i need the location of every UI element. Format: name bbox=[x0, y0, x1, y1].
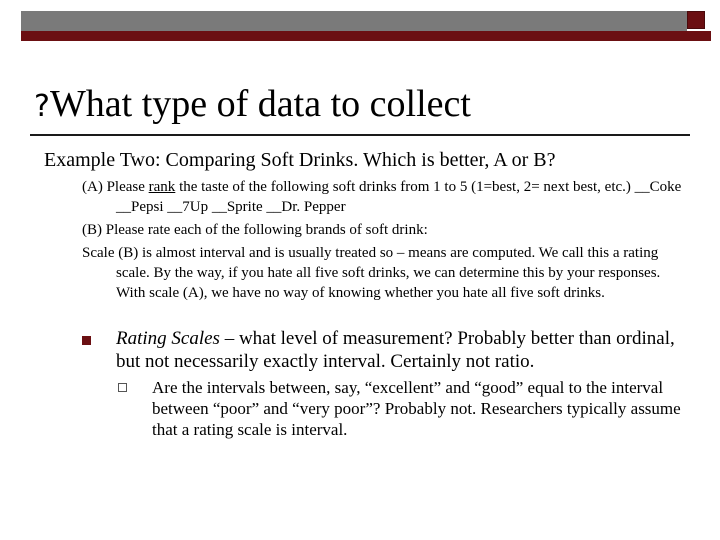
bullet-square-icon bbox=[82, 336, 91, 345]
paragraph-c bbox=[82, 243, 682, 303]
bullet-text bbox=[116, 327, 676, 373]
sub-bullet-text: Are the intervals between, say, “excellent” and “good” equal to the interval between “poor” and “very poor”? Probably not. Researchers typically assume that a rating scale is interval. bbox=[152, 378, 681, 439]
sub-bullet-square-icon bbox=[118, 383, 127, 392]
header-gray-bar bbox=[21, 11, 687, 31]
paragraph-c-text: Scale (B) is almost interval and is usually treated so – means are computed. We call this a rating scale. By the way, if you hate all five soft drinks, we can determine this by your responses. With scale (A), we have no way of knowing whether you hate all five soft drinks. bbox=[82, 245, 661, 301]
paragraph-a-rest: the taste of the following soft drinks from 1 to 5 (1=best, 2= next best, etc.) __Coke __Pepsi __7Up __Sprite __Dr. Pepper bbox=[116, 179, 682, 215]
paragraph-b bbox=[82, 220, 682, 240]
title-divider bbox=[30, 134, 690, 136]
title-question-mark: ? bbox=[34, 89, 50, 124]
paragraph-a-prefix: (A) Please bbox=[82, 179, 149, 195]
paragraph-a-underlined: rank bbox=[148, 179, 176, 195]
bullet-rest: – what level of measurement? Probably better than ordinal, but not necessarily exactly interval. Certainly not ratio. bbox=[116, 328, 675, 372]
header-square-decoration bbox=[687, 11, 705, 29]
lead-text: Example Two: Comparing Soft Drinks. Which is better, A or B? bbox=[44, 149, 556, 171]
title-text: What type of data to collect bbox=[49, 83, 471, 125]
slide-title bbox=[34, 78, 471, 133]
header-accent-bar bbox=[21, 31, 711, 41]
bullet-italic: Rating Scales bbox=[116, 328, 220, 349]
paragraph-a bbox=[82, 177, 682, 217]
paragraph-b-text: (B) Please rate each of the following brands of soft drink: bbox=[82, 222, 428, 238]
